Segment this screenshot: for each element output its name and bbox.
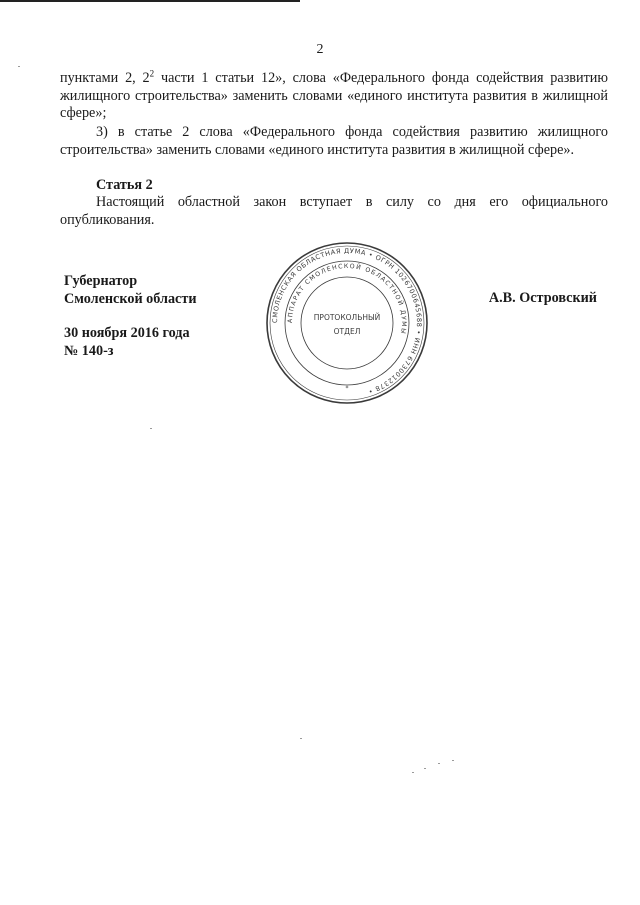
paragraph-continuation-text-b: части 1 статьи 12», слова «Федерального фонда содействия развитию жилищного строительства» заменить словами «единого института развития в жилищной сфере»; (60, 70, 608, 121)
stamp-center-line-1: ПРОТОКОЛЬНЫЙ (313, 313, 381, 322)
paragraph-item-3: 3) в статье 2 слова «Федерального фонда содействия развитию жилищного строительства» заменить словами «единого института развития в жилищной сфере». (60, 124, 608, 158)
scan-speck (300, 738, 302, 739)
law-date-number (64, 324, 190, 360)
scan-speck (150, 428, 152, 429)
page-number: 2 (316, 42, 324, 57)
stamp-inner-ring (301, 277, 393, 369)
scan-speck (18, 66, 20, 67)
stamp-center-line-2: ОТДЕЛ (333, 327, 361, 336)
law-date: 30 ноября 2016 года (64, 325, 190, 341)
paragraph-continuation-text-a: пунктами 2, 2 (60, 70, 150, 86)
stamp-middle-ring (285, 261, 409, 385)
official-stamp (262, 238, 432, 408)
position-line-1: Губернатор (64, 273, 138, 289)
stamp-inner-text: АППАРАТ СМОЛЕНСКОЙ ОБЛАСТНОЙ ДУМЫ (286, 262, 408, 336)
stamp-bottom-star: * (345, 385, 349, 392)
article-2-text: Настоящий областной закон вступает в силу со дня его официального опубликования. (60, 194, 608, 228)
scan-speck (438, 763, 440, 764)
scan-speck (424, 768, 426, 769)
position-line-2: Смоленской области (64, 291, 197, 307)
top-scan-rule (0, 0, 300, 2)
superscript: 2 (149, 68, 155, 79)
stamp-outer-text: СМОЛЕНСКАЯ ОБЛАСТНАЯ ДУМА • ОГРН 1026700645688 • ИНН 6730012378 • (270, 246, 424, 396)
signatory-name: А.В. Островский (488, 290, 597, 306)
paragraph-continuation (60, 70, 608, 123)
article-2-title: Статья 2 (96, 177, 153, 193)
law-number: № 140-з (64, 343, 114, 359)
scan-speck (412, 772, 414, 773)
scan-speck (452, 760, 454, 761)
signatory-position (64, 272, 197, 308)
